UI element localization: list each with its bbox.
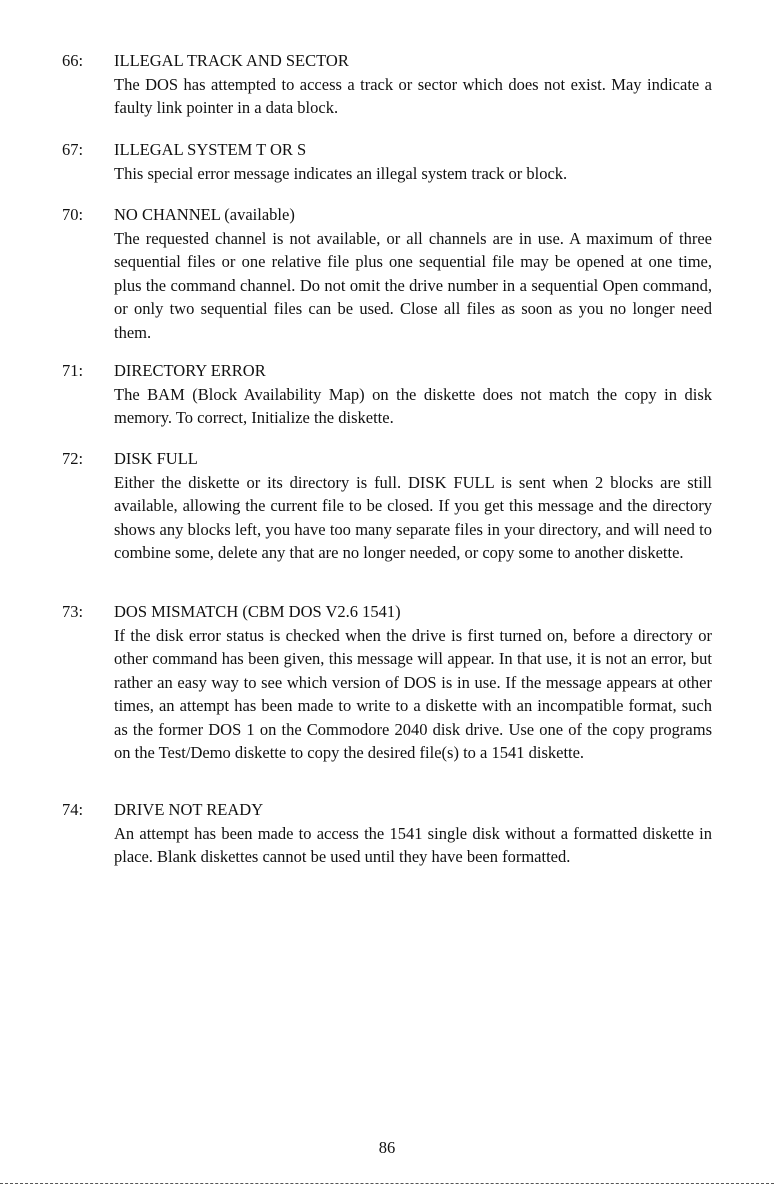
error-entry-67 — [62, 138, 712, 185]
error-description: Either the diskette or its directory is full. DISK FULL is sent when 2 blocks are still available, allowing the current file to be closed. If you get this message and the directory shows any blocks left, you have too many separate files in your directory, and will need to combine some, delete any that are no longer needed, or copy some to another diskette. — [114, 472, 712, 562]
error-entry-72 — [62, 447, 712, 565]
error-title: DISK FULL — [114, 449, 198, 468]
error-entry-74 — [62, 798, 712, 869]
error-title: ILLEGAL SYSTEM T OR S — [114, 140, 307, 159]
error-description: This special error message indicates an illegal system track or block. — [114, 163, 568, 183]
error-code: 72: — [62, 449, 84, 468]
error-code: 70: — [62, 205, 84, 224]
page-number: 86 — [378, 1138, 396, 1157]
error-title: ILLEGAL TRACK AND SECTOR — [114, 51, 349, 70]
bottom-divider — [0, 1183, 774, 1184]
error-title: DIRECTORY ERROR — [114, 361, 266, 380]
error-entry-66 — [62, 49, 712, 120]
error-description: An attempt has been made to access the 1541 single disk without a formatted diskette in place. Blank diskettes cannot be used until they have been formatted. — [114, 823, 712, 866]
error-code: 74: — [62, 800, 84, 819]
error-code: 67: — [62, 140, 84, 159]
error-description: The requested channel is not available, or all channels are in use. A maximum of three sequential files or one relative file plus one sequential file may be opened at one time, plus the command channel. Do not omit the drive number in a sequential Open command, or only two sequential files can be used. Close all files as soon as you no longer need them. — [114, 228, 712, 342]
error-title: DOS MISMATCH (CBM DOS V2.6 1541) — [114, 602, 401, 621]
error-description: If the disk error status is checked when the drive is first turned on, before a directory or other command has been given, this message will appear. In that use, it is not an error, but rather an easy way to see which version of DOS is in use. If the message appears at other times, an attempt has been made to write to a diskette with an incompatible format, such as the former DOS 1 on the Commodore 2040 disk drive. Use one of the copy programs on the Test/Demo diskette to copy the desired file(s) to a 1541 diskette. — [114, 625, 712, 762]
error-title: NO CHANNEL (available) — [114, 205, 295, 224]
error-code: 66: — [62, 51, 84, 70]
error-entry-70 — [62, 203, 712, 344]
error-code: 73: — [62, 602, 84, 621]
error-description: The BAM (Block Availability Map) on the diskette does not match the copy in disk memory. To correct, Initialize the diskette. — [114, 384, 712, 427]
error-title: DRIVE NOT READY — [114, 800, 264, 819]
error-entry-71 — [62, 359, 712, 430]
error-entry-73 — [62, 600, 712, 765]
error-description: The DOS has attempted to access a track or sector which does not exist. May indicate a faulty link pointer in a data block. — [114, 74, 712, 117]
error-code: 71: — [62, 361, 84, 380]
